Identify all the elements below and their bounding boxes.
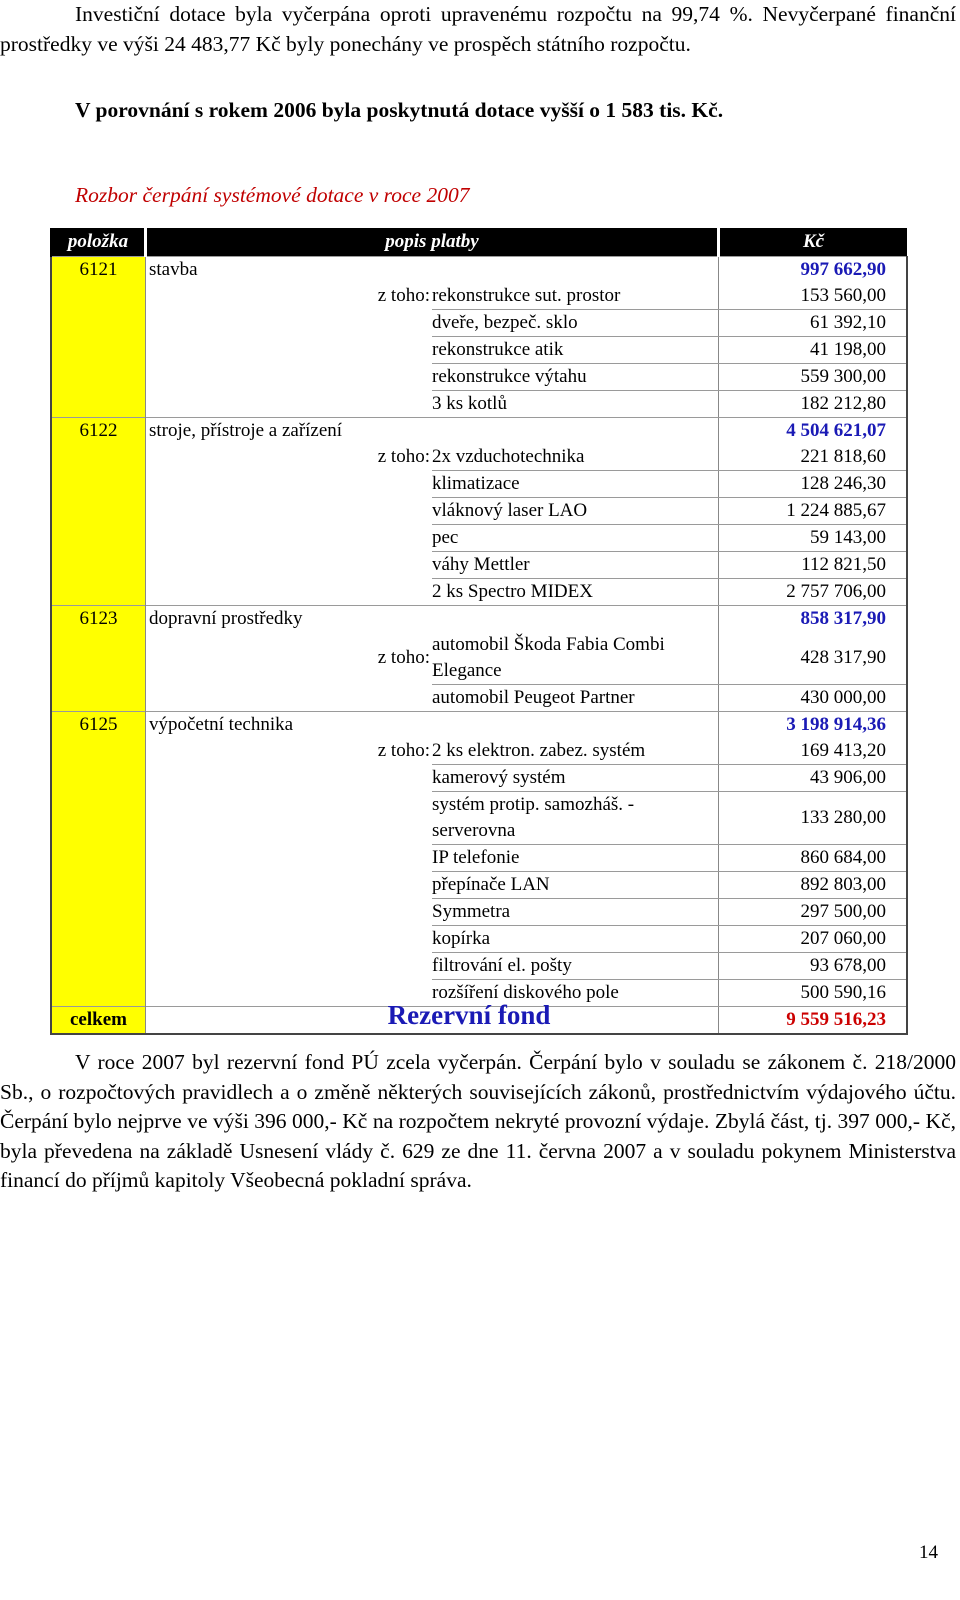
row-label: 2 ks elektron. zabez. systém: [432, 738, 719, 765]
row-prefix: [146, 899, 433, 926]
yellow-cell: [51, 391, 146, 418]
group-amount: 858 317,90: [719, 606, 908, 633]
row-label: kopírka: [432, 926, 719, 953]
table-row: [51, 337, 907, 364]
row-label: 3 ks kotlů: [432, 391, 719, 418]
yellow-cell: [51, 471, 146, 498]
table-header-row: [51, 228, 907, 257]
row-label: Symmetra: [432, 899, 719, 926]
row-amount: 207 060,00: [719, 926, 908, 953]
table-row: [51, 685, 907, 712]
table-row: [51, 845, 907, 872]
yellow-cell: [51, 845, 146, 872]
group-row: [51, 712, 907, 739]
row-label: kamerový systém: [432, 765, 719, 792]
subsidy-table: [50, 228, 908, 1035]
total-label: celkem: [51, 1007, 146, 1035]
yellow-cell: [51, 283, 146, 310]
table-row: [51, 444, 907, 471]
row-label: vláknový laser LAO: [432, 498, 719, 525]
table-row: [51, 872, 907, 899]
row-amount: 1 224 885,67: [719, 498, 908, 525]
row-prefix: [146, 953, 433, 980]
row-amount: 559 300,00: [719, 364, 908, 391]
group-amount: 997 662,90: [719, 257, 908, 284]
group-row: [51, 418, 907, 445]
row-label: 2 ks Spectro MIDEX: [432, 579, 719, 606]
group-amount: 4 504 621,07: [719, 418, 908, 445]
row-amount: 500 590,16: [719, 980, 908, 1007]
table-row: [51, 765, 907, 792]
row-prefix: [146, 310, 433, 337]
row-amount: 169 413,20: [719, 738, 908, 765]
row-amount: 892 803,00: [719, 872, 908, 899]
row-prefix: [146, 792, 433, 845]
row-label: 2x vzduchotechnika: [432, 444, 719, 471]
table-body: [51, 257, 907, 1035]
row-amount: 860 684,00: [719, 845, 908, 872]
yellow-cell: [51, 364, 146, 391]
row-prefix: z toho:: [377, 647, 430, 669]
row-amount: 128 246,30: [719, 471, 908, 498]
row-label: klimatizace: [432, 471, 719, 498]
row-prefix: z toho:: [377, 285, 430, 307]
yellow-cell: [51, 552, 146, 579]
reserve-fund-text: V roce 2007 byl rezervní fond PÚ zcela vyčerpán. Čerpání bylo v souladu se zákonem č. 218/2000 Sb., o rozpočtových pravidlech a o změně některých souvisejících zákonů, prostřednictvím výdajového účtu. Čerpání bylo nejprve ve výši 396 000,- Kč na rozpočtem nekryté provozní výdaje. Zbylá část, tj. 397 000,- Kč, byla převedena na základě Usnesení vlády č. 629 ze dne 11. června 2007 a v souladu pokynem Ministerstva financí do příjmů kapitoly Všeobecná pokladní správa.: [0, 1050, 956, 1192]
comparison-statement: V porovnání s rokem 2006 byla poskytnutá dotace vyšší o 1 583 tis. Kč.: [75, 98, 724, 122]
table-row: [51, 953, 907, 980]
row-label: rekonstrukce atik: [432, 337, 719, 364]
row-prefix: [146, 872, 433, 899]
row-amount: 133 280,00: [719, 792, 908, 845]
yellow-cell: [51, 579, 146, 606]
yellow-cell: [51, 685, 146, 712]
group-row: [51, 257, 907, 284]
row-label: pec: [432, 525, 719, 552]
item-code: 6121: [51, 257, 146, 284]
row-amount: 2 757 706,00: [719, 579, 908, 606]
item-code: 6122: [51, 418, 146, 445]
row-prefix: z toho:: [377, 446, 430, 468]
total-amount: 9 559 516,23: [719, 1007, 908, 1035]
table-row: [51, 926, 907, 953]
yellow-cell: [51, 872, 146, 899]
group-amount: 3 198 914,36: [719, 712, 908, 739]
table-row: [51, 525, 907, 552]
header-item: položka: [51, 228, 146, 257]
item-code: 6123: [51, 606, 146, 633]
row-label: rekonstrukce výtahu: [432, 364, 719, 391]
row-label: filtrování el. pošty: [432, 953, 719, 980]
yellow-cell: [51, 792, 146, 845]
intro-paragraph: [0, 0, 956, 59]
row-prefix: [146, 765, 433, 792]
yellow-cell: [51, 444, 146, 471]
row-amount: 93 678,00: [719, 953, 908, 980]
header-description: popis platby: [146, 228, 719, 257]
row-prefix: z toho:: [377, 740, 430, 762]
row-label: dveře, bezpeč. sklo: [432, 310, 719, 337]
row-prefix: [146, 391, 433, 418]
header-amount: Kč: [719, 228, 908, 257]
row-amount: 153 560,00: [719, 283, 908, 310]
table-row: [51, 498, 907, 525]
yellow-cell: [51, 632, 146, 685]
group-label: stroje, přístroje a zařízení: [146, 418, 719, 445]
table-title: Rozbor čerpání systémové dotace v roce 2007: [75, 183, 470, 207]
table-row: [51, 899, 907, 926]
yellow-cell: [51, 738, 146, 765]
table-row: [51, 364, 907, 391]
row-prefix: [146, 685, 433, 712]
row-amount: 182 212,80: [719, 391, 908, 418]
row-label: rekonstrukce sut. prostor: [432, 283, 719, 310]
section-title: Rezervní fond: [387, 1000, 551, 1030]
yellow-cell: [51, 310, 146, 337]
intro-text: Investiční dotace byla vyčerpána oproti upravenému rozpočtu na 99,74 %. Nevyčerpané finanční prostředky ve výši 24 483,77 Kč byly ponechány ve prospěch státního rozpočtu.: [0, 2, 956, 56]
row-amount: 428 317,90: [719, 632, 908, 685]
row-prefix: [146, 579, 433, 606]
row-prefix: [146, 364, 433, 391]
row-label: váhy Mettler: [432, 552, 719, 579]
group-row: [51, 606, 907, 633]
row-prefix: [146, 498, 433, 525]
row-amount: 112 821,50: [719, 552, 908, 579]
yellow-cell: [51, 899, 146, 926]
table-row: [51, 792, 907, 845]
yellow-cell: [51, 953, 146, 980]
table-row: [51, 579, 907, 606]
table-row: [51, 391, 907, 418]
row-label: systém protip. samozháš. - serverovna: [432, 792, 719, 845]
row-amount: 59 143,00: [719, 525, 908, 552]
row-prefix: [146, 471, 433, 498]
group-label: dopravní prostředky: [146, 606, 719, 633]
yellow-cell: [51, 926, 146, 953]
reserve-fund-paragraph: [0, 1048, 956, 1196]
row-amount: 61 392,10: [719, 310, 908, 337]
row-amount: 41 198,00: [719, 337, 908, 364]
row-prefix: [146, 525, 433, 552]
table-row: [51, 310, 907, 337]
table-row: [51, 738, 907, 765]
table-row: [51, 632, 907, 685]
row-label: přepínače LAN: [432, 872, 719, 899]
page-number: 14: [919, 1542, 938, 1563]
table-row: [51, 283, 907, 310]
group-label: výpočetní technika: [146, 712, 719, 739]
yellow-cell: [51, 337, 146, 364]
row-prefix: [146, 337, 433, 364]
row-label: automobil Škoda Fabia Combi Elegance: [432, 632, 719, 685]
row-prefix: [146, 552, 433, 579]
yellow-cell: [51, 525, 146, 552]
row-amount: 221 818,60: [719, 444, 908, 471]
row-label: IP telefonie: [432, 845, 719, 872]
row-amount: 297 500,00: [719, 899, 908, 926]
group-label: stavba: [146, 257, 719, 284]
row-label: rozšíření diskového pole: [432, 980, 719, 1007]
yellow-cell: [51, 765, 146, 792]
table-row: [51, 552, 907, 579]
row-amount: 430 000,00: [719, 685, 908, 712]
yellow-cell: [51, 498, 146, 525]
row-label: automobil Peugeot Partner: [432, 685, 719, 712]
row-prefix: [146, 926, 433, 953]
item-code: 6125: [51, 712, 146, 739]
row-prefix: [146, 845, 433, 872]
row-amount: 43 906,00: [719, 765, 908, 792]
table-row: [51, 471, 907, 498]
